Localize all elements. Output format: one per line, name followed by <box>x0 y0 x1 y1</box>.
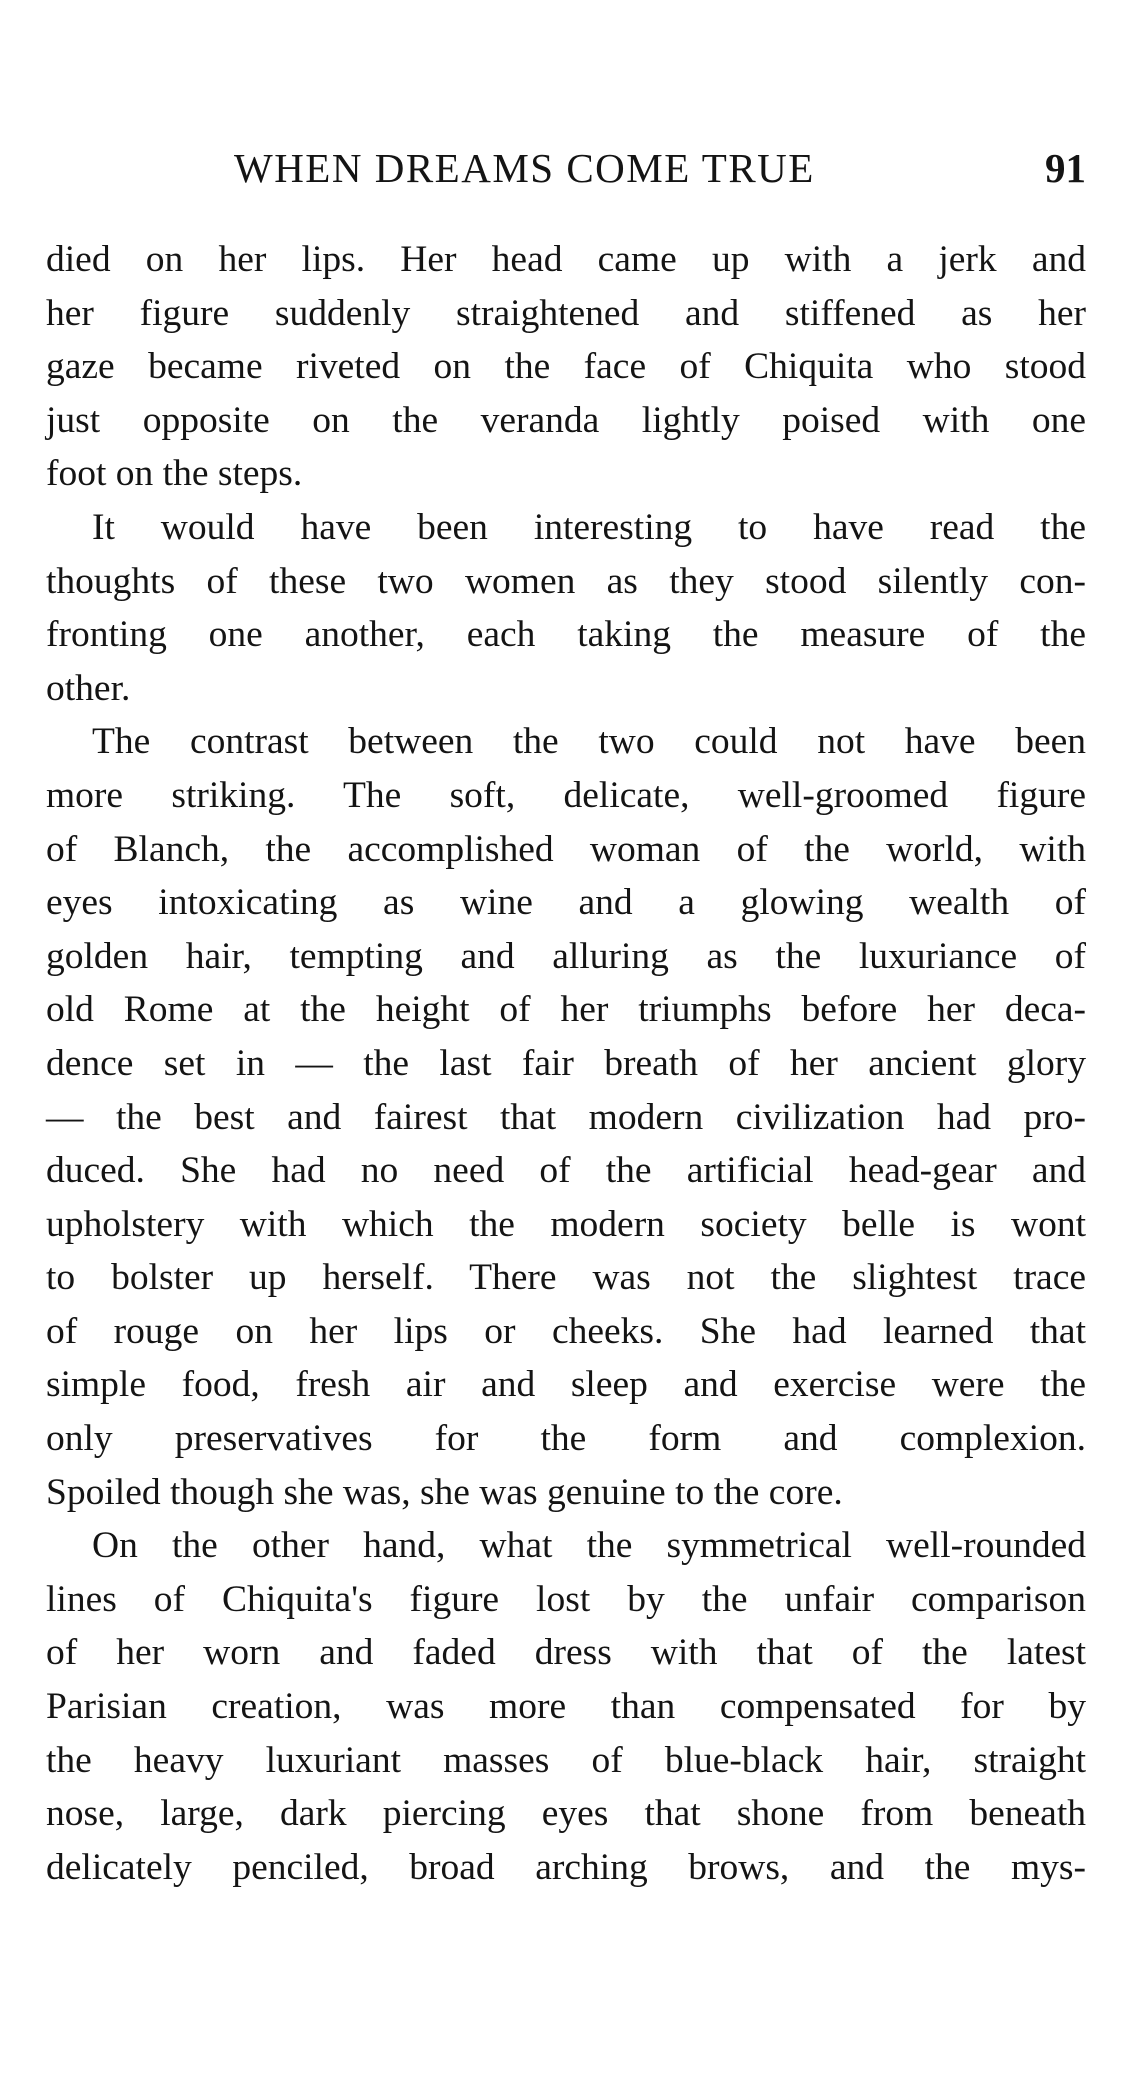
text-line: fronting one another, each taking the measure of the <box>46 614 1086 656</box>
text-line: her figure suddenly straightened and stiffened as her <box>46 292 1086 334</box>
text-line: simple food, fresh air and sleep and exercise were the <box>46 1364 1086 1406</box>
text-line: died on her lips. Her head came up with a jerk and <box>46 239 1086 280</box>
text-line: It would have been interesting to have read the <box>92 506 1086 548</box>
page-number: 91 <box>1045 145 1086 191</box>
text-line: of her worn and faded dress with that of the latest <box>46 1632 1086 1674</box>
text-line: On the other hand, what the symmetrical well-rounded <box>92 1525 1086 1567</box>
text-line: the heavy luxuriant masses of blue-black hair, straight <box>46 1739 1086 1781</box>
paragraph <box>46 1519 1086 1894</box>
text-line: more striking. The soft, delicate, well-groomed figure <box>46 774 1086 816</box>
text-line: golden hair, tempting and alluring as the luxuriance of <box>46 935 1086 977</box>
body-text <box>46 233 1086 1894</box>
text-line: eyes intoxicating as wine and a glowing wealth of <box>46 882 1086 924</box>
text-line: Parisian creation, was more than compensated for by <box>46 1686 1086 1728</box>
text-line: The contrast between the two could not have been <box>92 721 1086 763</box>
text-line: of Blanch, the accomplished woman of the world, with <box>46 828 1086 870</box>
text-line: upholstery with which the modern society belle is wont <box>46 1203 1086 1245</box>
paragraph <box>46 715 1086 1519</box>
text-line: to bolster up herself. There was not the slightest trace <box>46 1257 1086 1299</box>
text-line: foot on the steps. <box>46 453 303 495</box>
text-line: only preservatives for the form and complexion. <box>46 1418 1086 1460</box>
running-head <box>46 140 1086 196</box>
text-line: thoughts of these two women as they stood silently con- <box>46 560 1086 602</box>
text-line: — the best and fairest that modern civilization had pro- <box>46 1096 1086 1138</box>
paragraph <box>46 233 1086 501</box>
text-line: nose, large, dark piercing eyes that shone from beneath <box>46 1793 1086 1835</box>
text-line: gaze became riveted on the face of Chiquita who stood <box>46 346 1086 388</box>
text-line: dence set in — the last fair breath of her ancient glory <box>46 1042 1086 1084</box>
text-line: Spoiled though she was, she was genuine to the core. <box>46 1471 843 1513</box>
text-line: other. <box>46 667 131 709</box>
text-line: just opposite on the veranda lightly poised with one <box>46 399 1086 441</box>
text-line: lines of Chiquita's figure lost by the unfair comparison <box>46 1578 1086 1620</box>
running-title: WHEN DREAMS COME TRUE <box>234 145 815 191</box>
text-line: of rouge on her lips or cheeks. She had learned that <box>46 1310 1086 1352</box>
text-line: delicately penciled, broad arching brows, and the mys- <box>46 1846 1086 1888</box>
text-line: duced. She had no need of the artificial head-gear and <box>46 1150 1086 1192</box>
paragraph <box>46 501 1086 715</box>
text-line: old Rome at the height of her triumphs before her deca- <box>46 989 1086 1031</box>
